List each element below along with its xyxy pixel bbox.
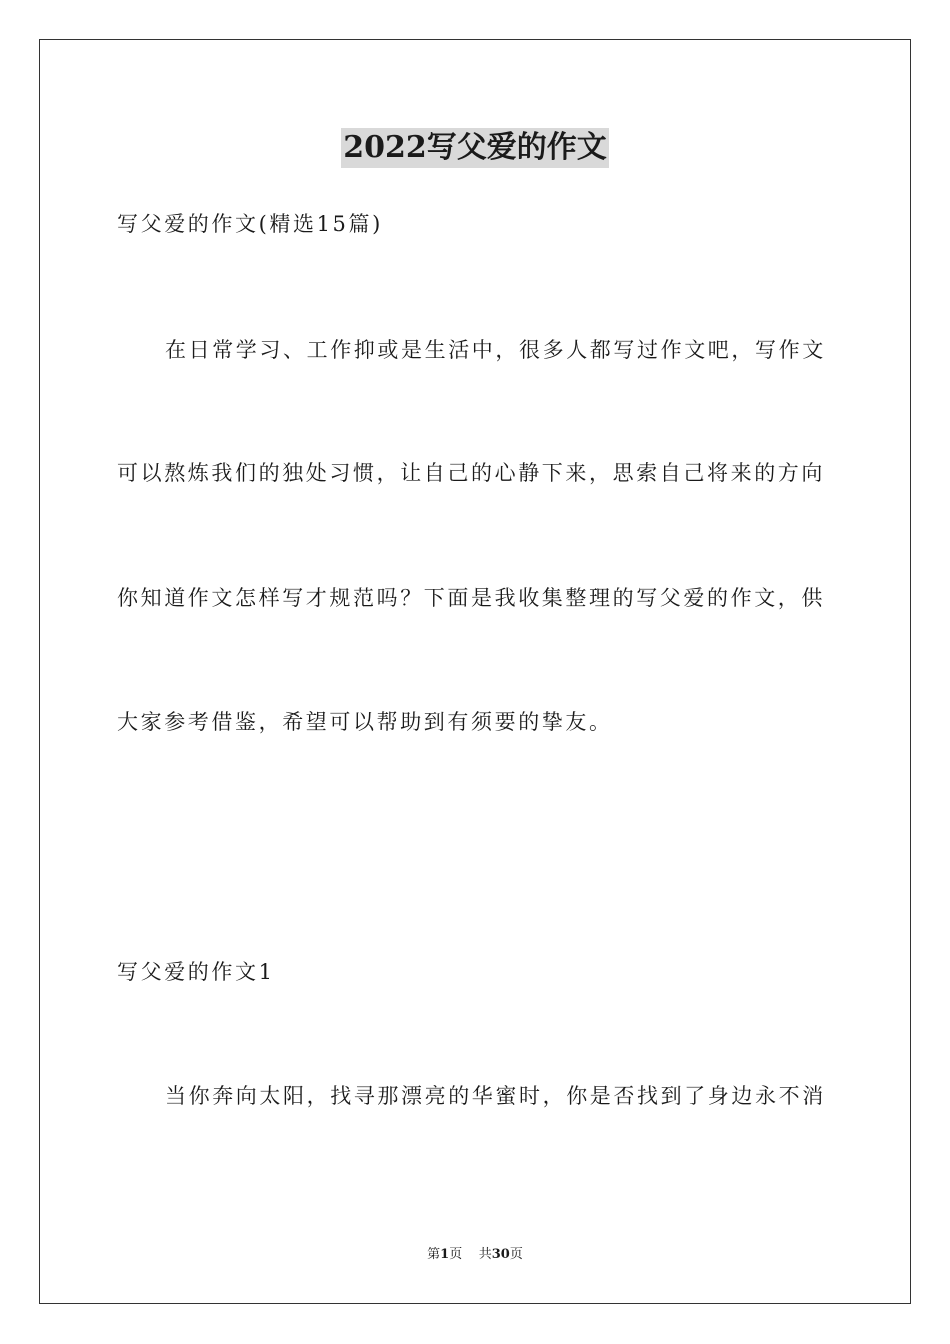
intro-line-4: 大家参考借鉴，希望可以帮助到有须要的挚友。 xyxy=(117,710,613,734)
footer-current-page: 1 xyxy=(440,1247,450,1262)
footer-total-pages: 30 xyxy=(491,1247,510,1262)
page-footer xyxy=(0,1246,950,1264)
intro-line-1: 在日常学习、工作抑或是生活中，很多人都写过作文吧，写作文 xyxy=(165,338,826,362)
title-container xyxy=(0,128,950,168)
footer-page-prefix: 第 xyxy=(427,1247,441,1262)
document-title: 2022写父爱的作文 xyxy=(341,128,609,168)
footer-total-suffix: 页 xyxy=(509,1247,523,1262)
footer-total-prefix: 共 xyxy=(478,1247,492,1262)
footer-page-suffix: 页 xyxy=(449,1247,463,1262)
intro-line-3: 你知道作文怎样写才规范吗？下面是我收集整理的写父爱的作文，供 xyxy=(117,586,825,610)
section-heading: 写父爱的作文1 xyxy=(117,960,275,984)
intro-line-2: 可以熬炼我们的独处习惯，让自己的心静下来，思索自己将来的方向 xyxy=(117,461,825,485)
document-subtitle: 写父爱的作文(精选15篇) xyxy=(117,212,383,236)
section-line-1: 当你奔向太阳，找寻那漂亮的华蜜时，你是否找到了身边永不消 xyxy=(165,1084,826,1108)
